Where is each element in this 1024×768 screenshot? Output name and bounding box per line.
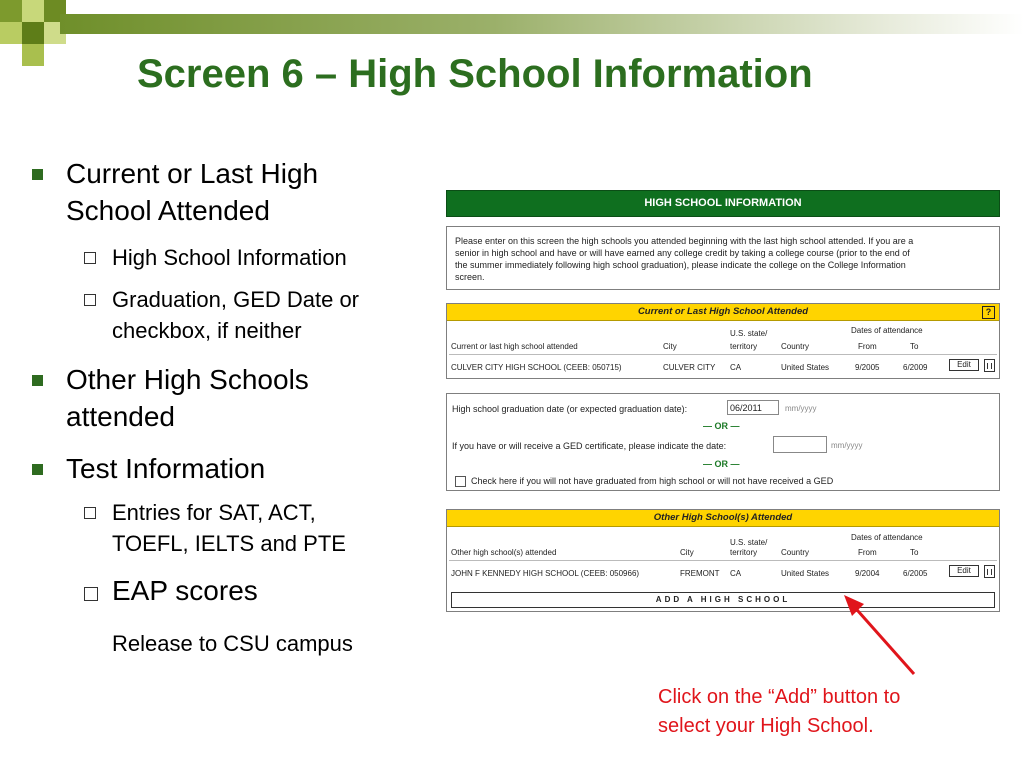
or-divider: — OR —: [703, 421, 740, 431]
grad-hint: mm/yyyy: [785, 404, 817, 413]
decor-square: [22, 22, 44, 44]
ged-hint: mm/yyyy: [831, 441, 863, 450]
arrow-icon: [830, 590, 930, 680]
bullet-other-schools: [66, 361, 309, 435]
col-state-1: U.S. state/: [730, 538, 768, 547]
row-to: 6/2009: [903, 363, 928, 372]
callout-text: [658, 683, 900, 741]
bullet-text: Current or Last High: [66, 158, 319, 189]
decor-square: [0, 0, 22, 22]
divider: [449, 560, 997, 561]
sub-bullet-text: checkbox, if neither: [112, 318, 302, 343]
sub-bullet-graduation: [112, 284, 359, 346]
col-to: To: [910, 342, 919, 351]
col-from: From: [858, 342, 877, 351]
row-from: 9/2005: [855, 363, 880, 372]
row-state: CA: [730, 363, 742, 372]
col-city: City: [663, 342, 677, 351]
form-header: HIGH SCHOOL INFORMATION: [446, 190, 1000, 217]
check-label: Check here if you will not have graduated from high school or will not have received a GED: [471, 476, 834, 486]
col-dates: Dates of attendance: [851, 326, 923, 335]
other-school-title: Other High School(s) Attended: [653, 512, 793, 523]
bullet-marker: [32, 464, 43, 475]
current-school-bar: [447, 304, 999, 321]
intro-line: the summer immediately following high school graduation), please indicate the college on the College Information: [455, 260, 906, 270]
sub-bullet-hs-info: [112, 242, 347, 273]
col-dates: Dates of attendance: [851, 533, 923, 542]
decor-square: [22, 44, 44, 66]
grad-date-input[interactable]: 06/2011: [727, 400, 779, 415]
graduation-panel: [446, 393, 1000, 491]
sub-bullet-marker: [84, 507, 96, 519]
current-school-title: Current or Last High School Attended: [637, 306, 809, 317]
bullet-current-school: [66, 155, 406, 229]
callout-line: select your High School.: [658, 715, 874, 737]
bullet-marker: [32, 169, 43, 180]
decor-square: [22, 0, 44, 22]
intro-panel: [446, 226, 1000, 290]
sub-bullet-marker: [84, 252, 96, 264]
sub-bullet-marker: [84, 587, 98, 601]
other-school-bar: [447, 510, 999, 527]
row-country: United States: [781, 363, 830, 372]
top-bar: [60, 14, 1024, 34]
bullet-text: Other High Schools: [66, 364, 309, 395]
row-from: 9/2004: [855, 569, 880, 578]
ged-label: If you have or will receive a GED certificate, please indicate the date:: [452, 441, 727, 451]
edit-button[interactable]: Edit: [949, 565, 979, 577]
row-school: CULVER CITY HIGH SCHOOL (CEEB: 050715): [451, 363, 622, 372]
row-school: JOHN F KENNEDY HIGH SCHOOL (CEEB: 050966): [451, 569, 640, 578]
sub-bullet-eap: [112, 575, 258, 606]
sub-bullet-text: Graduation, GED Date or: [112, 287, 360, 312]
sub-bullet-marker: [84, 294, 96, 306]
intro-line: screen.: [455, 272, 485, 282]
trash-icon[interactable]: [984, 359, 995, 372]
col-state-1: U.S. state/: [730, 329, 768, 338]
col-to: To: [910, 548, 919, 557]
trash-icon[interactable]: [984, 565, 995, 578]
bullet-marker: [32, 375, 43, 386]
callout-line: Click on the “Add” button to: [658, 686, 901, 708]
sub-bullet-text: Entries for SAT, ACT,: [112, 500, 316, 525]
col-city: City: [680, 548, 694, 557]
row-to: 6/2005: [903, 569, 928, 578]
sub-bullet-text: High School Information: [112, 245, 347, 270]
col-school: Current or last high school attended: [451, 342, 578, 351]
or-divider: — OR —: [703, 459, 740, 469]
grad-label: High school graduation date (or expected graduation date):: [452, 404, 688, 414]
bullet-text: Test Information: [66, 453, 266, 484]
row-state: CA: [730, 569, 742, 578]
sub-bullet-text: TOEFL, IELTS and PTE: [112, 531, 346, 556]
bullet-text: School Attended: [66, 195, 270, 226]
divider: [449, 354, 997, 355]
intro-line: Please enter on this screen the high schools you attended beginning with the last high school attended. If you are a: [455, 236, 914, 246]
sub-bullet-tests: [112, 497, 346, 559]
col-country: Country: [781, 548, 810, 557]
add-high-school-button[interactable]: ADD A HIGH SCHOOL: [451, 592, 995, 608]
no-graduation-checkbox[interactable]: [455, 476, 466, 487]
decor-square: [0, 22, 22, 44]
slide-title: Screen 6 – High School Information: [137, 52, 813, 96]
help-icon[interactable]: ?: [982, 306, 995, 319]
current-school-panel: [446, 303, 1000, 379]
intro-line: senior in high school and have or will have earned any college credit by taking a college course (prior to the end of: [455, 248, 910, 258]
col-from: From: [858, 548, 877, 557]
sub-bullet-text: EAP scores: [112, 575, 258, 606]
col-school: Other high school(s) attended: [451, 548, 557, 557]
row-country: United States: [781, 569, 830, 578]
col-state-2: territory: [730, 548, 758, 557]
row-city: FREMONT: [680, 569, 720, 578]
release-text: Release to CSU campus: [112, 631, 353, 656]
ged-date-input[interactable]: [773, 436, 827, 453]
bullet-test-info: [66, 450, 265, 487]
row-city: CULVER CITY: [663, 363, 716, 372]
edit-button[interactable]: Edit: [949, 359, 979, 371]
bullet-text: attended: [66, 401, 175, 432]
col-state-2: territory: [730, 342, 758, 351]
col-country: Country: [781, 342, 810, 351]
